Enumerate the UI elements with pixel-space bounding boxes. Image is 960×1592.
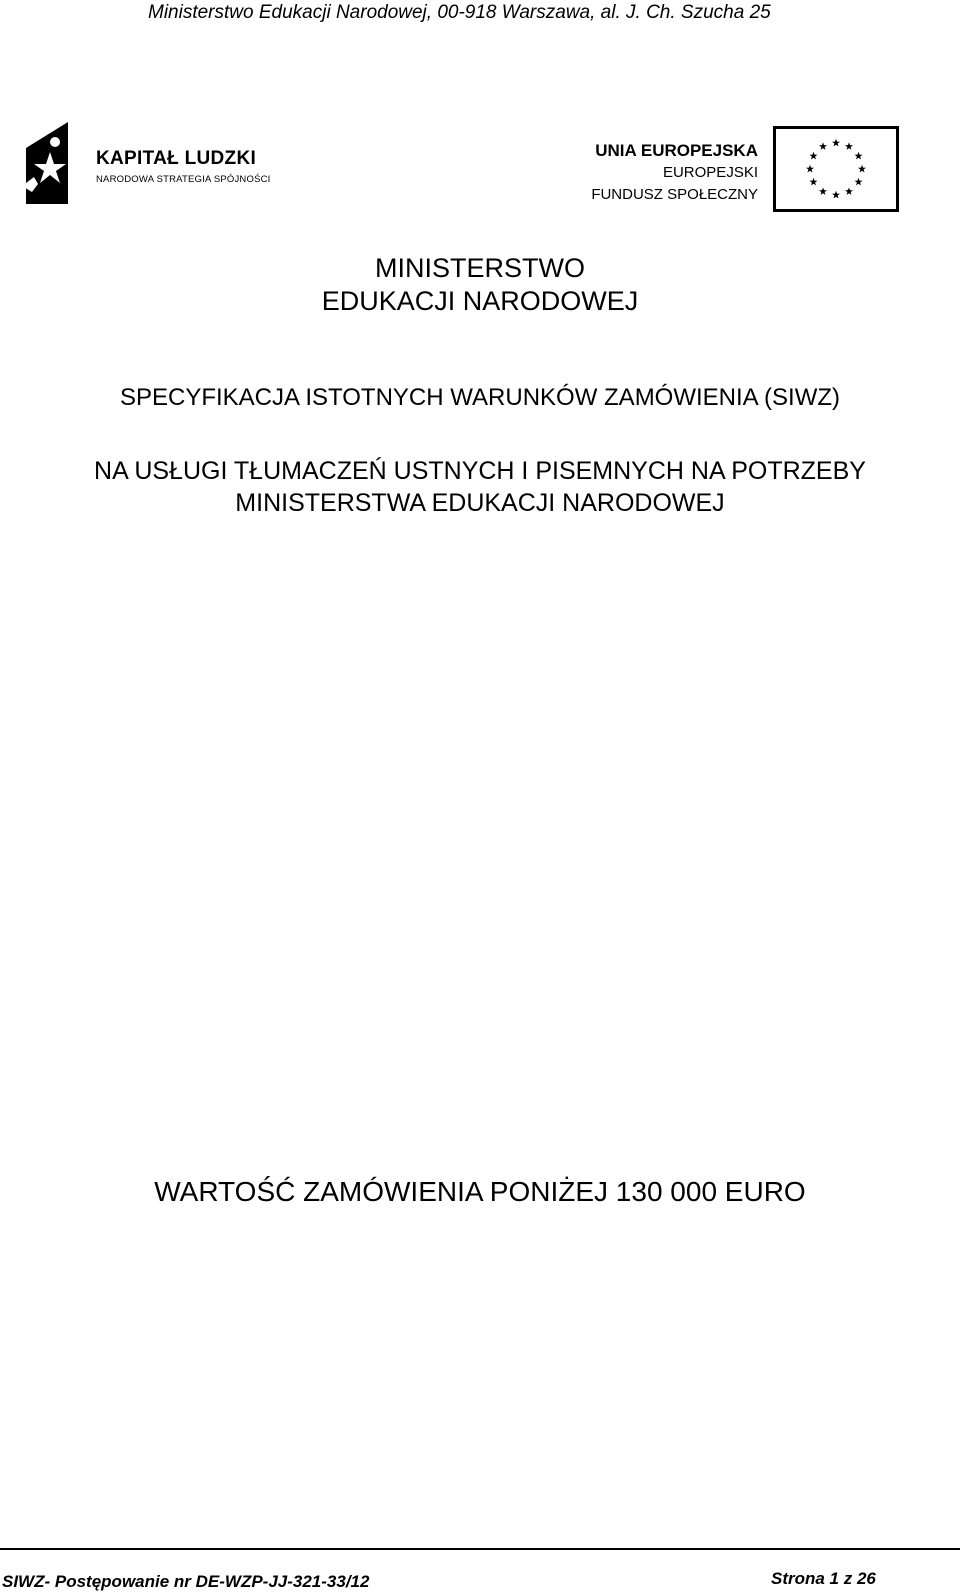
eu-logo-text (591, 140, 758, 206)
eu-star-icon (819, 187, 827, 195)
eu-star-icon (855, 152, 863, 160)
eu-star-icon (832, 139, 840, 147)
eu-star-icon (845, 142, 853, 150)
eu-line-3: FUNDUSZ SPOŁECZNY (591, 186, 758, 203)
eu-star-icon (809, 178, 817, 186)
eu-star-icon (855, 178, 863, 186)
eu-star-icon (806, 165, 814, 173)
ministry-title-line-1: MINISTERSTWO (375, 253, 585, 283)
subject-title (0, 455, 960, 519)
footer-divider (0, 1548, 960, 1550)
order-value-statement: WARTOŚĆ ZAMÓWIENIA PONIŻEJ 130 000 EURO (154, 1176, 806, 1207)
ministry-title (0, 252, 960, 318)
subject-title-line-1: NA USŁUGI TŁUMACZEŃ USTNYCH I PISEMNYCH NA POTRZEBY (94, 457, 866, 485)
kapital-ludzki-star-icon (22, 122, 78, 204)
kapital-ludzki-subtitle: NARODOWA STRATEGIA SPÓJNOŚCI (96, 174, 271, 185)
ministry-title-line-2: EDUKACJI NARODOWEJ (321, 286, 639, 316)
subject-title-line-2: MINISTERSTWA EDUKACJI NARODOWEJ (235, 489, 725, 517)
footer-page-number: Strona 1 z 26 (771, 1569, 876, 1588)
eu-star-icon (845, 187, 853, 195)
eu-star-icon (858, 165, 866, 173)
eu-star-icon (809, 152, 817, 160)
eu-line-2: EUROPEJSKI (662, 164, 758, 181)
eu-line-1: UNIA EUROPEJSKA (595, 141, 758, 160)
footer-reference: SIWZ- Postępowanie nr DE-WZP-JJ-321-33/12 (2, 1572, 370, 1591)
eu-star-icon (832, 191, 840, 199)
eu-flag-icon (773, 126, 899, 212)
eu-star-icon (819, 142, 827, 150)
kapital-ludzki-title: KAPITAŁ LUDZKI (96, 148, 257, 169)
specification-title: SPECYFIKACJA ISTOTNYCH WARUNKÓW ZAMÓWIENIA (SIWZ) (119, 384, 841, 411)
header-address: Ministerstwo Edukacji Narodowej, 00-918 Warszawa, al. J. Ch. Szucha 25 (148, 2, 771, 23)
